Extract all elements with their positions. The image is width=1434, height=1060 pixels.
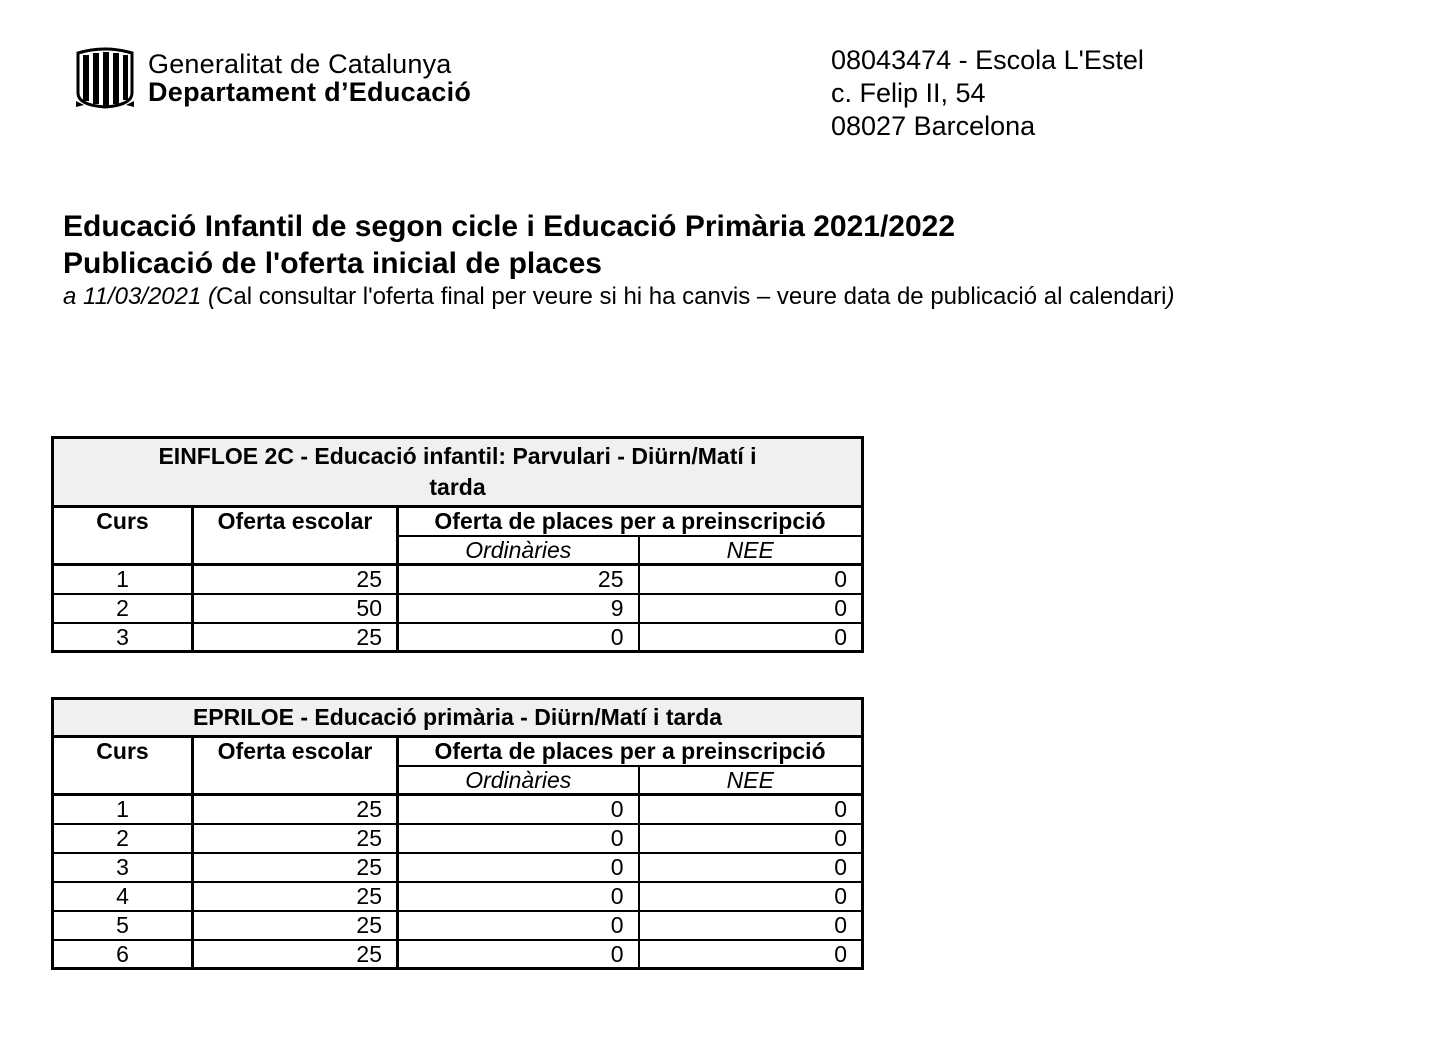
catalan-government-emblem-icon [74, 47, 136, 109]
col-header-curs: Curs [53, 737, 193, 795]
cell-nee: 0 [639, 853, 863, 882]
cell-ordinaries: 0 [398, 940, 639, 969]
cell-nee: 0 [639, 623, 863, 652]
school-city: 08027 Barcelona [831, 111, 1036, 141]
cell-ordinaries: 25 [398, 565, 639, 594]
document-subtitle: Publicació de l'oferta inicial de places [63, 247, 602, 280]
school-street: c. Felip II, 54 [831, 78, 986, 108]
table-row [53, 623, 863, 652]
cell-curs: 3 [53, 623, 193, 652]
col-header-nee: NEE [639, 536, 863, 565]
header-logo [74, 47, 471, 109]
table-row [53, 824, 863, 853]
publication-date: a 11/03/2021 ( [63, 283, 217, 310]
cell-oferta: 25 [193, 853, 398, 882]
cell-oferta: 25 [193, 565, 398, 594]
cell-ordinaries: 9 [398, 594, 639, 623]
cell-oferta: 25 [193, 911, 398, 940]
cell-curs: 4 [53, 882, 193, 911]
cell-nee: 0 [639, 940, 863, 969]
department-name: Departament d’Educació [148, 77, 472, 107]
table-row [53, 940, 863, 969]
cell-nee: 0 [639, 565, 863, 594]
col-header-nee: NEE [639, 766, 863, 795]
offer-table-primaria [51, 697, 864, 970]
school-name: 08043474 - Escola L'Estel [831, 45, 1144, 75]
col-header-oferta-escolar: Oferta escolar [193, 507, 398, 565]
table-row [53, 565, 863, 594]
table-row [53, 594, 863, 623]
table-title: EPRILOE - Educació primària - Diürn/Matí i tarda [53, 699, 863, 737]
cell-ordinaries: 0 [398, 911, 639, 940]
cell-oferta: 25 [193, 824, 398, 853]
publication-note [63, 282, 1174, 312]
col-header-curs: Curs [53, 507, 193, 565]
org-name: Generalitat de Catalunya [148, 49, 452, 79]
cell-ordinaries: 0 [398, 853, 639, 882]
cell-nee: 0 [639, 882, 863, 911]
cell-ordinaries: 0 [398, 795, 639, 824]
cell-nee: 0 [639, 594, 863, 623]
document-title: Educació Infantil de segon cicle i Educació Primària 2021/2022 [63, 210, 956, 243]
note-close: ) [1166, 283, 1175, 310]
col-header-ordinaries: Ordinàries [398, 766, 639, 795]
col-header-oferta-places: Oferta de places per a preinscripció [398, 737, 863, 767]
cell-ordinaries: 0 [398, 882, 639, 911]
table-title: EINFLOE 2C - Educació infantil: Parvulari - Diürn/Matí i tarda [53, 438, 863, 507]
cell-curs: 2 [53, 594, 193, 623]
cell-oferta: 25 [193, 623, 398, 652]
table-row [53, 795, 863, 824]
col-header-oferta-escolar: Oferta escolar [193, 737, 398, 795]
cell-curs: 2 [53, 824, 193, 853]
note-text: Cal consultar l'oferta final per veure si hi ha canvis – veure data de publicació al calendari [216, 283, 1167, 310]
cell-curs: 1 [53, 795, 193, 824]
col-header-ordinaries: Ordinàries [398, 536, 639, 565]
offer-table-infantil [51, 436, 864, 653]
cell-ordinaries: 0 [398, 623, 639, 652]
cell-curs: 6 [53, 940, 193, 969]
document-heading [63, 208, 1174, 312]
cell-nee: 0 [639, 824, 863, 853]
table-row [53, 911, 863, 940]
school-address [831, 44, 1144, 143]
table-row [53, 882, 863, 911]
cell-curs: 3 [53, 853, 193, 882]
cell-curs: 5 [53, 911, 193, 940]
table-row [53, 853, 863, 882]
col-header-oferta-places: Oferta de places per a preinscripció [398, 507, 863, 537]
cell-oferta: 50 [193, 594, 398, 623]
cell-nee: 0 [639, 795, 863, 824]
cell-ordinaries: 0 [398, 824, 639, 853]
cell-nee: 0 [639, 911, 863, 940]
cell-oferta: 25 [193, 882, 398, 911]
cell-curs: 1 [53, 565, 193, 594]
cell-oferta: 25 [193, 795, 398, 824]
cell-oferta: 25 [193, 940, 398, 969]
